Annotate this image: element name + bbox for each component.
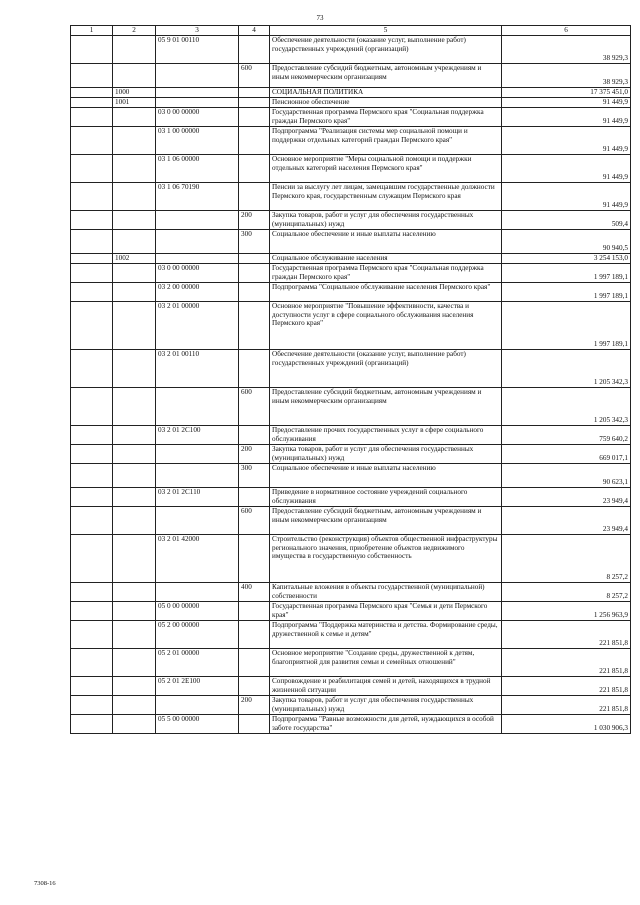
cell-target-code: 03 2 01 2С100 [156,426,239,445]
cell-expense-type [239,302,270,350]
cell-target-code [156,230,239,254]
cell-description: Закупка товаров, работ и услуг для обеспечения государственных (муниципальных) нужд [270,445,502,464]
cell-section [113,183,156,211]
cell-target-code: 03 2 00 00000 [156,283,239,302]
cell-amount: 221 851,8 [502,696,631,715]
table-row [71,649,631,677]
cell-section: 1000 [113,88,156,98]
cell-level [71,108,113,127]
table-row [71,602,631,621]
cell-section [113,677,156,696]
cell-target-code [156,464,239,488]
cell-description: Подпрограмма "Социальное обслуживание населения Пермского края" [270,283,502,302]
cell-target-code: 03 1 06 70190 [156,183,239,211]
table-row [71,350,631,388]
cell-section [113,283,156,302]
budget-table-body [71,26,631,734]
cell-description: Пенсии за выслугу лет лицам, замещавшим государственные должности Пермского края, государственным служащим Пермского края [270,183,502,211]
cell-amount: 91 449,9 [502,155,631,183]
cell-expense-type: 200 [239,211,270,230]
cell-description: Основное мероприятие "Меры социальной помощи и поддержки отдельных категорий населения Пермского края" [270,155,502,183]
cell-target-code [156,696,239,715]
cell-level [71,211,113,230]
cell-amount: 1 997 189,1 [502,283,631,302]
table-row [71,211,631,230]
cell-amount: 1 205 342,3 [502,350,631,388]
cell-expense-type [239,602,270,621]
table-row [71,445,631,464]
cell-description: Строительство (реконструкция) объектов общественной инфраструктуры регионального значения, приобретение объектов недвижимого имущества в государственную собственность [270,535,502,583]
cell-section [113,488,156,507]
cell-section [113,108,156,127]
cell-amount: 91 449,9 [502,183,631,211]
table-row [71,36,631,64]
cell-description: Социальное обеспечение и иные выплаты населению [270,464,502,488]
cell-target-code: 05 9 01 00110 [156,36,239,64]
header-col-2: 2 [113,26,156,36]
cell-amount: 3 254 153,0 [502,254,631,264]
cell-amount: 1 256 963,9 [502,602,631,621]
cell-level [71,507,113,535]
cell-target-code: 03 2 01 00000 [156,302,239,350]
cell-amount: 1 997 189,1 [502,302,631,350]
cell-amount: 23 949,4 [502,488,631,507]
table-row [71,715,631,734]
cell-section [113,535,156,583]
cell-description: СОЦИАЛЬНАЯ ПОЛИТИКА [270,88,502,98]
table-row [71,388,631,426]
cell-level [71,715,113,734]
budget-table [70,25,631,734]
cell-expense-type [239,108,270,127]
cell-section [113,621,156,649]
cell-section [113,445,156,464]
cell-expense-type [239,350,270,388]
cell-level [71,36,113,64]
cell-level [71,350,113,388]
cell-section [113,388,156,426]
table-row [71,621,631,649]
cell-expense-type [239,677,270,696]
cell-section [113,649,156,677]
cell-target-code [156,211,239,230]
cell-description: Приведение в нормативное состояние учреждений социального обслуживания [270,488,502,507]
cell-amount: 91 449,9 [502,98,631,108]
cell-description: Основное мероприятие "Создание среды, дружественной к детям, благоприятной для развития семьи и семейных отношений" [270,649,502,677]
cell-level [71,183,113,211]
cell-description: Предоставление прочих государственных услуг в сфере социального обслуживания [270,426,502,445]
cell-section [113,507,156,535]
cell-level [71,283,113,302]
cell-description: Капитальные вложения в объекты государственной (муниципальной) собственности [270,583,502,602]
cell-target-code: 03 2 01 2С110 [156,488,239,507]
table-row [71,426,631,445]
header-col-4: 4 [239,26,270,36]
cell-amount: 1 030 906,3 [502,715,631,734]
cell-target-code: 03 0 00 00000 [156,108,239,127]
cell-level [71,264,113,283]
cell-amount: 91 449,9 [502,127,631,155]
cell-description: Закупка товаров, работ и услуг для обеспечения государственных (муниципальных) нужд [270,696,502,715]
cell-description: Пенсионное обеспечение [270,98,502,108]
cell-expense-type [239,36,270,64]
cell-expense-type [239,127,270,155]
table-row [71,535,631,583]
table-row [71,264,631,283]
cell-description: Предоставление субсидий бюджетным, автономным учреждениям и иным некоммерческим организациям [270,507,502,535]
cell-amount: 17 375 451,0 [502,88,631,98]
table-row [71,127,631,155]
table-row [71,254,631,264]
cell-amount: 90 623,1 [502,464,631,488]
cell-amount: 38 929,3 [502,64,631,88]
table-row [71,696,631,715]
cell-level [71,155,113,183]
cell-section [113,602,156,621]
cell-expense-type: 600 [239,507,270,535]
cell-target-code: 03 1 06 00000 [156,155,239,183]
cell-expense-type: 200 [239,445,270,464]
cell-description: Социальное обслуживание населения [270,254,502,264]
cell-target-code: 03 0 00 00000 [156,264,239,283]
cell-target-code: 03 2 01 42000 [156,535,239,583]
cell-level [71,464,113,488]
cell-level [71,583,113,602]
cell-level [71,98,113,108]
cell-section [113,264,156,283]
cell-section: 1001 [113,98,156,108]
cell-level [71,88,113,98]
cell-description: Обеспечение деятельности (оказание услуг, выполнение работ) государственных учреждений (организаций) [270,36,502,64]
cell-description: Государственная программа Пермского края "Социальная поддержка граждан Пермского края" [270,264,502,283]
cell-description: Подпрограмма "Реализация системы мер социальной помощи и поддержки отдельных категорий граждан Пермского края" [270,127,502,155]
cell-amount: 221 851,8 [502,621,631,649]
cell-expense-type [239,264,270,283]
cell-level [71,535,113,583]
cell-expense-type [239,254,270,264]
cell-section [113,36,156,64]
cell-level [71,302,113,350]
table-row [71,677,631,696]
cell-expense-type [239,283,270,302]
cell-section [113,155,156,183]
cell-level [71,254,113,264]
cell-amount: 91 449,9 [502,108,631,127]
cell-amount: 90 940,5 [502,230,631,254]
cell-description: Основное мероприятие "Повышение эффективности, качества и доступности услуг в сфере социального обслуживания населения Пермского края" [270,302,502,350]
cell-description: Обеспечение деятельности (оказание услуг, выполнение работ) государственных учреждений (организаций) [270,350,502,388]
cell-description: Подпрограмма "Равные возможности для детей, нуждающихся в особой заботе государства" [270,715,502,734]
cell-amount: 38 929,3 [502,36,631,64]
header-col-5: 5 [270,26,502,36]
table-row [71,64,631,88]
cell-level [71,696,113,715]
cell-amount: 221 851,8 [502,677,631,696]
cell-description: Предоставление субсидий бюджетным, автономным учреждениям и иным некоммерческим организациям [270,64,502,88]
cell-level [71,602,113,621]
table-row [71,488,631,507]
cell-amount: 669 017,1 [502,445,631,464]
table-row [71,88,631,98]
cell-target-code: 05 2 01 2Е100 [156,677,239,696]
cell-expense-type [239,649,270,677]
cell-section [113,464,156,488]
table-row [71,98,631,108]
table-row [71,108,631,127]
cell-description: Подпрограмма "Поддержка материнства и детства. Формирование среды, дружественной к семье и детям" [270,621,502,649]
cell-target-code: 05 2 01 00000 [156,649,239,677]
cell-expense-type: 300 [239,230,270,254]
cell-section [113,350,156,388]
cell-description: Предоставление субсидий бюджетным, автономным учреждениям и иным некоммерческим организациям [270,388,502,426]
table-row [71,283,631,302]
cell-target-code: 05 0 00 00000 [156,602,239,621]
cell-level [71,677,113,696]
cell-section [113,696,156,715]
table-row [71,155,631,183]
footer-code: 7308-16 [34,880,56,887]
cell-section [113,127,156,155]
cell-expense-type [239,155,270,183]
cell-expense-type [239,98,270,108]
cell-target-code [156,507,239,535]
cell-target-code [156,254,239,264]
cell-expense-type [239,535,270,583]
cell-expense-type [239,426,270,445]
cell-description: Государственная программа Пермского края "Социальная поддержка граждан Пермского края" [270,108,502,127]
cell-target-code: 05 2 00 00000 [156,621,239,649]
cell-expense-type [239,488,270,507]
cell-section [113,715,156,734]
cell-expense-type [239,88,270,98]
cell-section [113,302,156,350]
cell-amount: 759 640,2 [502,426,631,445]
cell-target-code [156,388,239,426]
table-row [71,583,631,602]
cell-description: Социальное обеспечение и иные выплаты населению [270,230,502,254]
cell-amount: 1 997 189,1 [502,264,631,283]
cell-expense-type [239,715,270,734]
cell-expense-type: 600 [239,388,270,426]
cell-section [113,426,156,445]
cell-target-code [156,98,239,108]
cell-section [113,583,156,602]
table-row [71,464,631,488]
cell-expense-type [239,621,270,649]
cell-level [71,621,113,649]
cell-amount: 8 257,2 [502,583,631,602]
cell-level [71,426,113,445]
header-col-6: 6 [502,26,631,36]
page-number: 73 [316,14,324,22]
cell-description: Сопровождение и реабилитация семей и детей, находящихся в трудной жизненной ситуации [270,677,502,696]
cell-amount: 1 205 342,3 [502,388,631,426]
cell-level [71,64,113,88]
cell-expense-type: 300 [239,464,270,488]
header-col-1: 1 [71,26,113,36]
cell-level [71,230,113,254]
cell-target-code [156,64,239,88]
cell-target-code [156,583,239,602]
table-header-row [71,26,631,36]
cell-section: 1002 [113,254,156,264]
table-row [71,230,631,254]
cell-level [71,488,113,507]
cell-target-code: 03 1 00 00000 [156,127,239,155]
table-row [71,302,631,350]
cell-description: Государственная программа Пермского края "Семья и дети Пермского края" [270,602,502,621]
cell-amount: 8 257,2 [502,535,631,583]
table-row [71,507,631,535]
cell-section [113,211,156,230]
cell-amount: 509,4 [502,211,631,230]
cell-expense-type: 600 [239,64,270,88]
cell-expense-type [239,183,270,211]
cell-level [71,445,113,464]
cell-target-code: 03 2 01 00110 [156,350,239,388]
cell-target-code [156,445,239,464]
cell-level [71,388,113,426]
cell-target-code [156,88,239,98]
cell-target-code: 05 5 00 00000 [156,715,239,734]
cell-expense-type: 400 [239,583,270,602]
cell-expense-type: 200 [239,696,270,715]
cell-description: Закупка товаров, работ и услуг для обеспечения государственных (муниципальных) нужд [270,211,502,230]
cell-amount: 221 851,8 [502,649,631,677]
cell-amount: 23 949,4 [502,507,631,535]
table-row [71,183,631,211]
header-col-3: 3 [156,26,239,36]
cell-section [113,64,156,88]
cell-level [71,127,113,155]
cell-level [71,649,113,677]
cell-section [113,230,156,254]
